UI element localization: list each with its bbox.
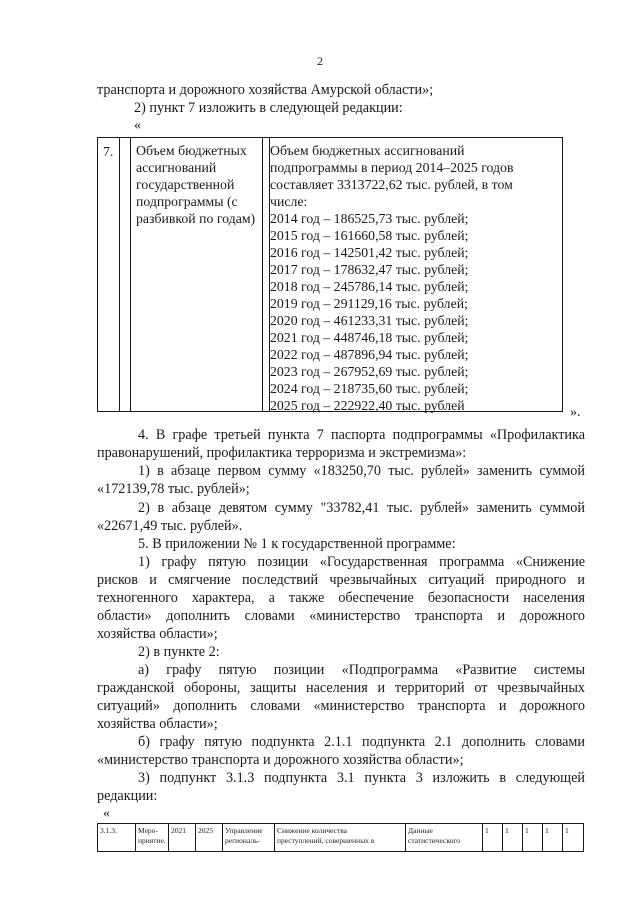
paragraph-line: хозяйства области»; bbox=[97, 716, 218, 732]
content-line: 2017 год – 178632,47 тыс. рублей; bbox=[270, 262, 469, 277]
paragraph-line: области» дополнить словами «министерство транспорта и дорожного bbox=[97, 608, 585, 624]
table-cell: 1 bbox=[503, 824, 523, 851]
program-table bbox=[97, 823, 584, 852]
content-line: Объем бюджетных ассигнований bbox=[270, 143, 465, 158]
closing-quote: ». bbox=[570, 405, 581, 420]
table-cell: 1 bbox=[523, 824, 543, 851]
paragraph-line: 3) подпункт 3.1.3 подпункта 3.1 пункта 3 изложить в следующей bbox=[138, 770, 585, 786]
paragraph-line: техногенного характера, а также обеспечение безопасности населения bbox=[97, 590, 585, 606]
table-row-content bbox=[270, 142, 513, 414]
paragraph-line: гражданской обороны, защиты населения и территорий от чрезвычайных bbox=[97, 680, 585, 696]
content-line: составляет 3313722,62 тыс. рублей, в том bbox=[270, 177, 513, 192]
paragraph-line: 2) в пункте 2: bbox=[138, 644, 220, 660]
content-line: 2015 год – 161660,58 тыс. рублей; bbox=[270, 228, 469, 243]
table-cell: 1 bbox=[543, 824, 563, 851]
content-line: 2025 год – 222922,40 тыс. рублей bbox=[270, 398, 465, 413]
text-line: 2) пункт 7 изложить в следующей редакции: bbox=[134, 100, 403, 116]
table-cell: Управление региональ- bbox=[223, 824, 275, 851]
paragraph-line: «министерство транспорта и дорожного хозяйства области»; bbox=[97, 752, 464, 768]
table-row-number: 7. bbox=[103, 144, 114, 159]
table-cell: 1 bbox=[483, 824, 503, 851]
content-line: 2022 год – 487896,94 тыс. рублей; bbox=[270, 347, 469, 362]
paragraph-line: 1) в абзаце первом сумму «183250,70 тыс. рублей» заменить суммой bbox=[138, 463, 585, 479]
opening-quote: « bbox=[134, 118, 141, 133]
paragraph-line: хозяйства области»; bbox=[97, 626, 218, 642]
table-cell: Данные статистического bbox=[406, 824, 483, 851]
table-cell: 1 bbox=[565, 826, 569, 835]
paragraph-line: б) графу пятую подпункта 2.1.1 подпункта 2.1 дополнить словами bbox=[138, 734, 585, 750]
content-line: числе: bbox=[270, 194, 308, 209]
table-divider bbox=[119, 138, 120, 411]
table-row-label bbox=[136, 142, 255, 227]
table-cell: Меро- приятие. bbox=[136, 824, 169, 851]
paragraph-line: редакции: bbox=[97, 788, 158, 804]
table-cell: 2021 bbox=[169, 824, 196, 851]
table-divider bbox=[130, 138, 131, 411]
paragraph-line: рисков и смягчение последствий чрезвычайных ситуаций природного и bbox=[97, 572, 585, 588]
content-line: 2024 год – 218735,60 тыс. рублей; bbox=[270, 381, 469, 396]
label-line: Объем бюджетных bbox=[136, 143, 247, 158]
label-line: разбивкой по годам) bbox=[136, 211, 256, 226]
paragraph-line: 5. В приложении № 1 к государственной программе: bbox=[138, 536, 456, 552]
paragraph-line: «22671,49 тыс. рублей». bbox=[97, 518, 243, 534]
label-line: ассигнований bbox=[136, 160, 217, 175]
label-line: государственной bbox=[136, 177, 235, 192]
content-line: 2016 год – 142501,42 тыс. рублей; bbox=[270, 245, 469, 260]
paragraph-line: а) графу пятую позиции «Подпрограмма «Развитие системы bbox=[138, 662, 585, 678]
label-line: подпрограммы (с bbox=[136, 194, 238, 209]
table-cell: Снижение количества преступлений, совершенных в bbox=[275, 824, 406, 851]
content-line: 2018 год – 245786,14 тыс. рублей; bbox=[270, 279, 469, 294]
paragraph-line: 4. В графе третьей пункта 7 паспорта подпрограммы «Профилактика bbox=[138, 427, 585, 443]
page-number: 2 bbox=[317, 54, 323, 68]
content-line: 2020 год – 461233,31 тыс. рублей; bbox=[270, 313, 469, 328]
content-line: 2021 год – 448746,18 тыс. рублей; bbox=[270, 330, 469, 345]
budget-table bbox=[97, 137, 563, 412]
table-divider bbox=[262, 138, 263, 411]
content-line: подпрограммы в период 2014–2025 годов bbox=[270, 160, 514, 175]
paragraph-line: 1) графу пятую позиции «Государственная программа «Снижение bbox=[138, 554, 585, 570]
content-line: 2014 год – 186525,73 тыс. рублей; bbox=[270, 211, 469, 226]
opening-quote: « bbox=[103, 806, 110, 821]
table-cell: 3.1.3. bbox=[98, 824, 136, 851]
paragraph-line: «172139,78 тыс. рублей»; bbox=[97, 481, 250, 497]
content-line: 2023 год – 267952,69 тыс. рублей; bbox=[270, 364, 469, 379]
paragraph-line: ситуаций» дополнить словами «министерство транспорта и дорожного bbox=[97, 698, 585, 714]
content-line: 2019 год – 291129,16 тыс. рублей; bbox=[270, 296, 468, 311]
paragraph-line: 2) в абзаце девятом сумму "33782,41 тыс. рублей» заменить суммой bbox=[138, 500, 585, 516]
text-line: транспорта и дорожного хозяйства Амурской области»; bbox=[97, 82, 434, 98]
paragraph-line: правонарушений, профилактика терроризма и экстремизма»: bbox=[97, 445, 467, 461]
table-cell: 2025 bbox=[196, 824, 223, 851]
